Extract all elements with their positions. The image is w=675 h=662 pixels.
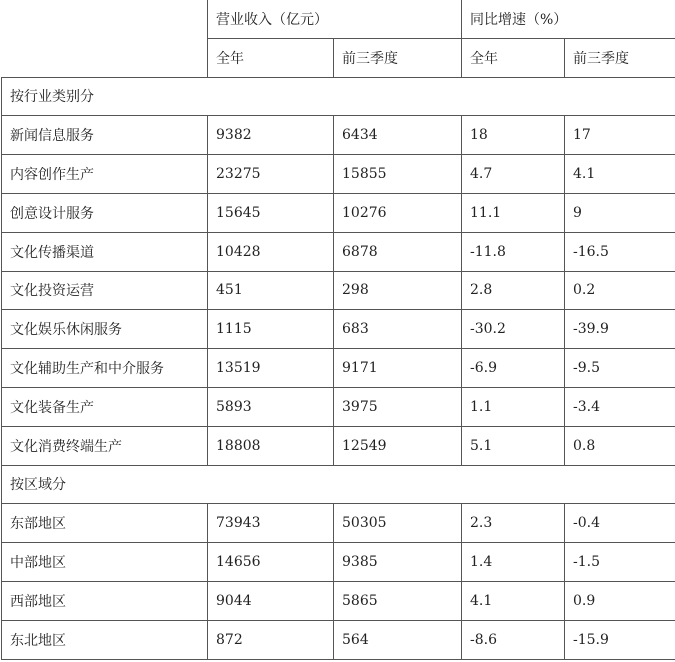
section-header-row — [2, 77, 675, 116]
growth-full-year-cell: -30.2 — [462, 310, 565, 349]
revenue-full-year-cell: 15645 — [208, 193, 334, 232]
revenue-full-year-cell: 14656 — [208, 543, 334, 582]
revenue-first-three-quarters-cell: 5865 — [334, 581, 462, 620]
table-row — [2, 543, 675, 582]
revenue-first-three-quarters-cell: 9385 — [334, 543, 462, 582]
growth-first-three-quarters-cell: 17 — [565, 116, 675, 155]
revenue-first-three-quarters-cell: 10276 — [334, 193, 462, 232]
table-row — [2, 581, 675, 620]
header-revenue-first-three-quarters: 前三季度 — [334, 38, 462, 77]
growth-first-three-quarters-cell: -9.5 — [565, 349, 675, 388]
header-corner-cell — [2, 0, 208, 77]
table-row — [2, 426, 675, 465]
revenue-first-three-quarters-cell: 12549 — [334, 426, 462, 465]
growth-full-year-cell: 5.1 — [462, 426, 565, 465]
table-row — [2, 232, 675, 271]
table-row — [2, 504, 675, 543]
revenue-full-year-cell: 872 — [208, 620, 334, 659]
table-row — [2, 310, 675, 349]
data-table — [1, 0, 675, 660]
revenue-first-three-quarters-cell: 6878 — [334, 232, 462, 271]
header-revenue-full-year: 全年 — [208, 38, 334, 77]
growth-first-three-quarters-cell: 0.9 — [565, 581, 675, 620]
table-row — [2, 620, 675, 659]
row-name-cell: 创意设计服务 — [2, 193, 208, 232]
revenue-first-three-quarters-cell: 9171 — [334, 349, 462, 388]
revenue-full-year-cell: 23275 — [208, 155, 334, 194]
header-revenue-group: 营业收入（亿元） — [208, 0, 462, 38]
revenue-first-three-quarters-cell: 564 — [334, 620, 462, 659]
revenue-full-year-cell: 10428 — [208, 232, 334, 271]
growth-full-year-cell: 2.3 — [462, 504, 565, 543]
growth-first-three-quarters-cell: 4.1 — [565, 155, 675, 194]
growth-first-three-quarters-cell: -3.4 — [565, 387, 675, 426]
growth-full-year-cell: -6.9 — [462, 349, 565, 388]
row-name-cell: 文化消费终端生产 — [2, 426, 208, 465]
table-row — [2, 271, 675, 310]
row-name-cell: 内容创作生产 — [2, 155, 208, 194]
growth-first-three-quarters-cell: 0.2 — [565, 271, 675, 310]
revenue-first-three-quarters-cell: 15855 — [334, 155, 462, 194]
table-body — [2, 77, 675, 659]
row-name-cell: 新闻信息服务 — [2, 116, 208, 155]
growth-full-year-cell: 2.8 — [462, 271, 565, 310]
growth-full-year-cell: -11.8 — [462, 232, 565, 271]
growth-first-three-quarters-cell: -15.9 — [565, 620, 675, 659]
revenue-first-three-quarters-cell: 298 — [334, 271, 462, 310]
row-name-cell: 西部地区 — [2, 581, 208, 620]
growth-full-year-cell: -8.6 — [462, 620, 565, 659]
section-header-row — [2, 465, 675, 504]
table-row — [2, 155, 675, 194]
growth-full-year-cell: 11.1 — [462, 193, 565, 232]
growth-full-year-cell: 1.1 — [462, 387, 565, 426]
growth-full-year-cell: 1.4 — [462, 543, 565, 582]
revenue-first-three-quarters-cell: 6434 — [334, 116, 462, 155]
growth-first-three-quarters-cell: -0.4 — [565, 504, 675, 543]
header-row-groups — [2, 0, 675, 38]
revenue-full-year-cell: 5893 — [208, 387, 334, 426]
table-row — [2, 387, 675, 426]
row-name-cell: 文化装备生产 — [2, 387, 208, 426]
row-name-cell: 文化传播渠道 — [2, 232, 208, 271]
revenue-full-year-cell: 9044 — [208, 581, 334, 620]
revenue-full-year-cell: 73943 — [208, 504, 334, 543]
revenue-full-year-cell: 451 — [208, 271, 334, 310]
header-growth-first-three-quarters: 前三季度 — [565, 38, 675, 77]
header-growth-group: 同比增速（%） — [462, 0, 675, 38]
revenue-first-three-quarters-cell: 50305 — [334, 504, 462, 543]
revenue-first-three-quarters-cell: 683 — [334, 310, 462, 349]
row-name-cell: 文化辅助生产和中介服务 — [2, 349, 208, 388]
table-row — [2, 116, 675, 155]
growth-first-three-quarters-cell: 9 — [565, 193, 675, 232]
growth-first-three-quarters-cell: -16.5 — [565, 232, 675, 271]
revenue-full-year-cell: 18808 — [208, 426, 334, 465]
row-name-cell: 中部地区 — [2, 543, 208, 582]
table-row — [2, 349, 675, 388]
revenue-full-year-cell: 1115 — [208, 310, 334, 349]
header-growth-full-year: 全年 — [462, 38, 565, 77]
table-row — [2, 193, 675, 232]
revenue-full-year-cell: 9382 — [208, 116, 334, 155]
growth-first-three-quarters-cell: -1.5 — [565, 543, 675, 582]
growth-full-year-cell: 18 — [462, 116, 565, 155]
growth-first-three-quarters-cell: -39.9 — [565, 310, 675, 349]
growth-full-year-cell: 4.1 — [462, 581, 565, 620]
revenue-full-year-cell: 13519 — [208, 349, 334, 388]
row-name-cell: 文化娱乐休闲服务 — [2, 310, 208, 349]
growth-first-three-quarters-cell: 0.8 — [565, 426, 675, 465]
revenue-first-three-quarters-cell: 3975 — [334, 387, 462, 426]
row-name-cell: 东部地区 — [2, 504, 208, 543]
section-title: 按行业类别分 — [2, 77, 675, 116]
growth-full-year-cell: 4.7 — [462, 155, 565, 194]
row-name-cell: 文化投资运营 — [2, 271, 208, 310]
row-name-cell: 东北地区 — [2, 620, 208, 659]
section-title: 按区域分 — [2, 465, 675, 504]
